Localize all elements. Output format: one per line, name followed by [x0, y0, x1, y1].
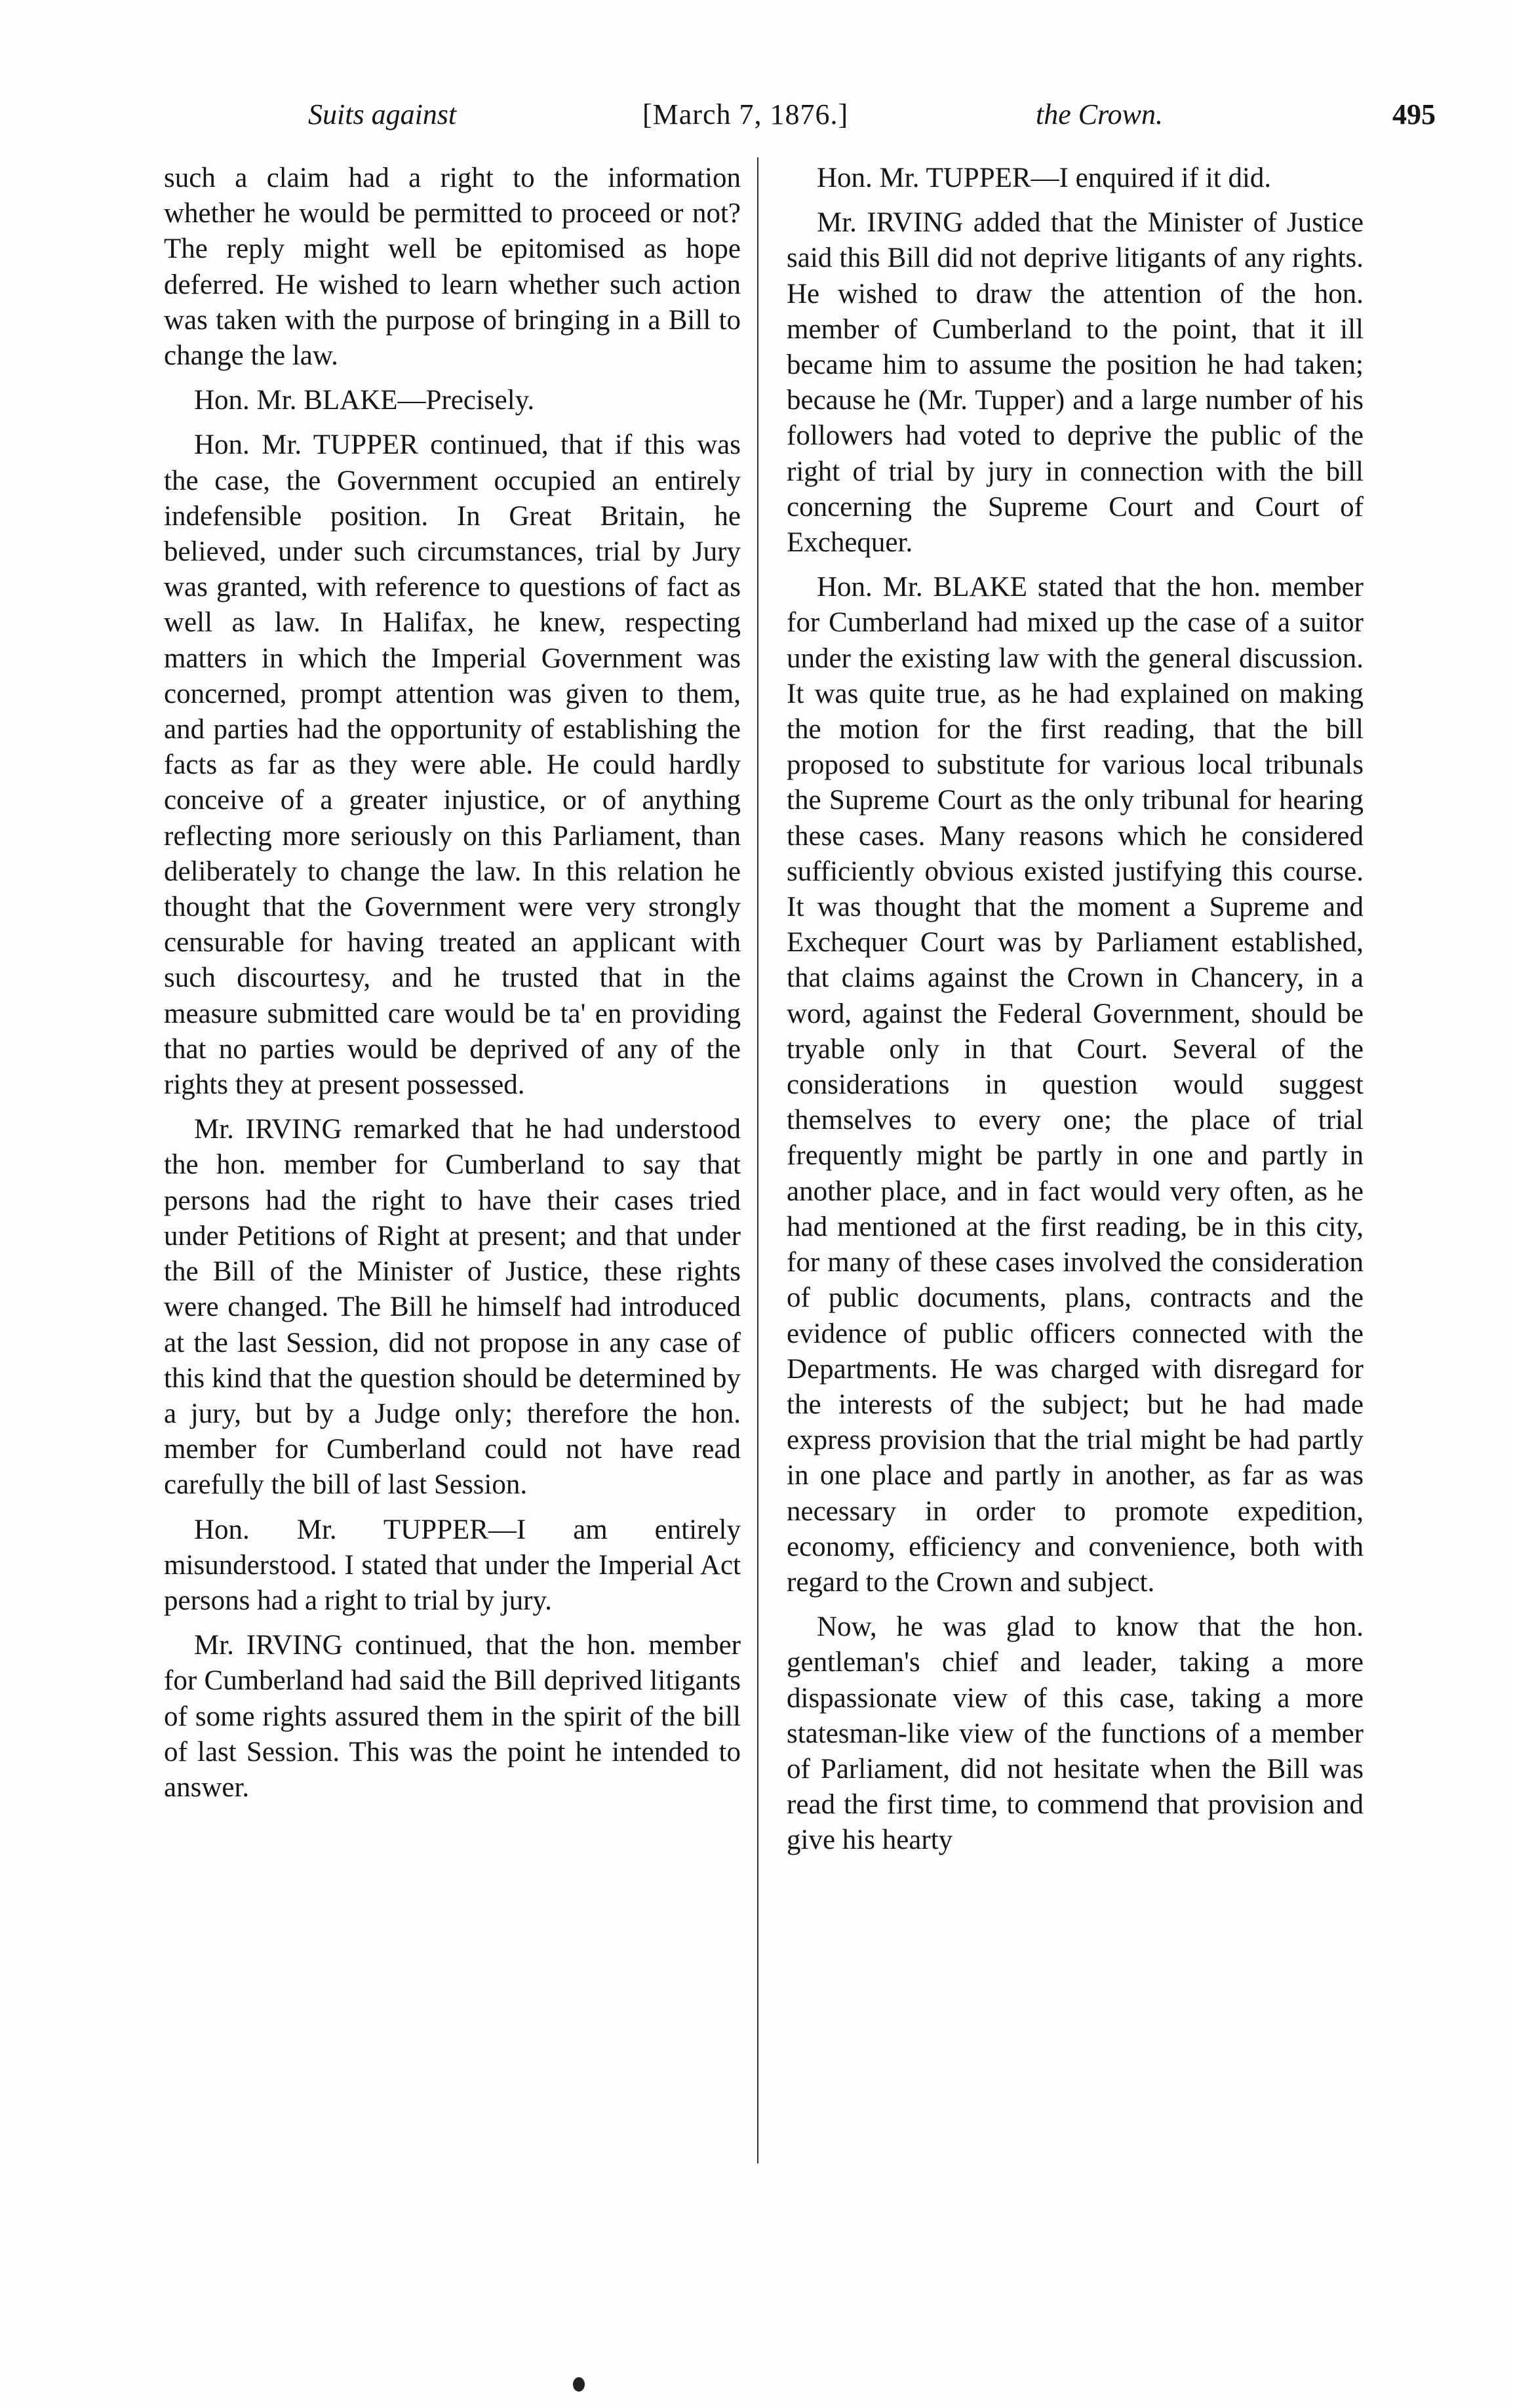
- header-date: [March 7, 1876.]: [642, 98, 849, 130]
- running-header: [184, 92, 1436, 138]
- paragraph: such a claim had a right to the information whether he would be permitted to proceed or not? The reply might well be epitomised as hope deferred. He wished to learn whether such action was taken with the purpose of bringing in a Bill to change the law.: [164, 163, 741, 372]
- header-right: the Crown.: [1036, 98, 1163, 130]
- page-number: 495: [1392, 98, 1436, 130]
- paragraph: Mr. IRVING added that the Minister of Justice said this Bill did not deprive litigants of any rights. He wished to draw the attention of the hon. member of Cumberland to the point, that it ill became him to assume the position he had taken; because he (Mr. Tupper) and a large number of his followers had voted to deprive the public of the right of trial by jury in connection with the bill concerning the Supreme Court and Court of Exchequer.: [787, 207, 1364, 559]
- left-column: [164, 161, 741, 1815]
- right-column: [787, 161, 1364, 1868]
- paragraph: Mr. IRVING continued, that the hon. member for Cumberland had said the Bill deprived litigants of some rights assured them in the spirit of the bill of last Session. This was the point he intended to answer.: [164, 1630, 741, 1803]
- paragraph: Now, he was glad to know that the hon. gentleman's chief and leader, taking a more dispassionate view of this case, taking a more statesman-like view of the functions of a member of Parliament, did not hesitate when the Bill was read the first time, to commend that provision and give his hearty: [787, 1611, 1364, 1856]
- paragraph: Hon. Mr. TUPPER—I am entirely misunderstood. I stated that under the Imperial Act persons had a right to trial by jury.: [164, 1514, 741, 1616]
- header-left: Suits against: [308, 98, 457, 130]
- column-divider: [757, 157, 758, 2163]
- paragraph: Hon. Mr. TUPPER continued, that if this was the case, the Government occupied an entirely indefensible position. In Great Britain, he believed, under such circumstances, trial by Jury was granted, with reference to questions of fact as well as law. In Halifax, he knew, respecting matters in which the Imperial Government was concerned, prompt attention was given to them, and parties had the opportunity of establishing the facts as far as they were able. He could hardly conceive of a greater injustice, or of anything reflecting more seriously on this Parliament, than deliberately to change the law. In this relation he thought that the Government were very strongly censurable for having treated an applicant with such discourtesy, and he trusted that in the measure submitted care would be ta' en providing that no parties would be deprived of any of the rights they at present possessed.: [164, 429, 741, 1101]
- paragraph: Hon. Mr. BLAKE—Precisely.: [194, 385, 535, 416]
- paragraph: Mr. IRVING remarked that he had understood the hon. member for Cumberland to say that persons had the right to have their cases tried under Petitions of Right at present; and that under the Bill of the Minister of Justice, these rights were changed. The Bill he himself had introduced at the last Session, did not propose in any case of this kind that the question should be determined by a jury, but by a Judge only; therefore the hon. member for Cumberland could not have read carefully the bill of last Session.: [164, 1114, 741, 1501]
- ink-mark: [573, 2377, 585, 2392]
- paragraph: Hon. Mr. BLAKE stated that the hon. member for Cumberland had mixed up the case of a suitor under the existing law with the general discussion. It was quite true, as he had explained on making the motion for the first reading, that the bill proposed to substitute for various local tribunals the Supreme Court as the only tribunal for hearing these cases. Many reasons which he considered sufficiently obvious existed justifying this course. It was thought that the moment a Supreme and Exchequer Court was by Parliament established, that claims against the Crown in Chancery, in a word, against the Federal Government, should be tryable only in that Court. Several of the considerations in question would suggest themselves to every one; the place of trial frequently might be partly in one and partly in another place, and in fact would very often, as he had mentioned at the first reading, be in this city, for many of these cases involved the consideration of public documents, plans, contracts and the evidence of public officers connected with the Departments. He was charged with disregard for the interests of the subject; but he had made express provision that the trial might be had partly in one place and partly in another, as far as was necessary in order to promote expedition, economy, efficiency and convenience, both with regard to the Crown and subject.: [787, 572, 1364, 1598]
- paragraph: Hon. Mr. TUPPER—I enquired if it did.: [817, 163, 1272, 193]
